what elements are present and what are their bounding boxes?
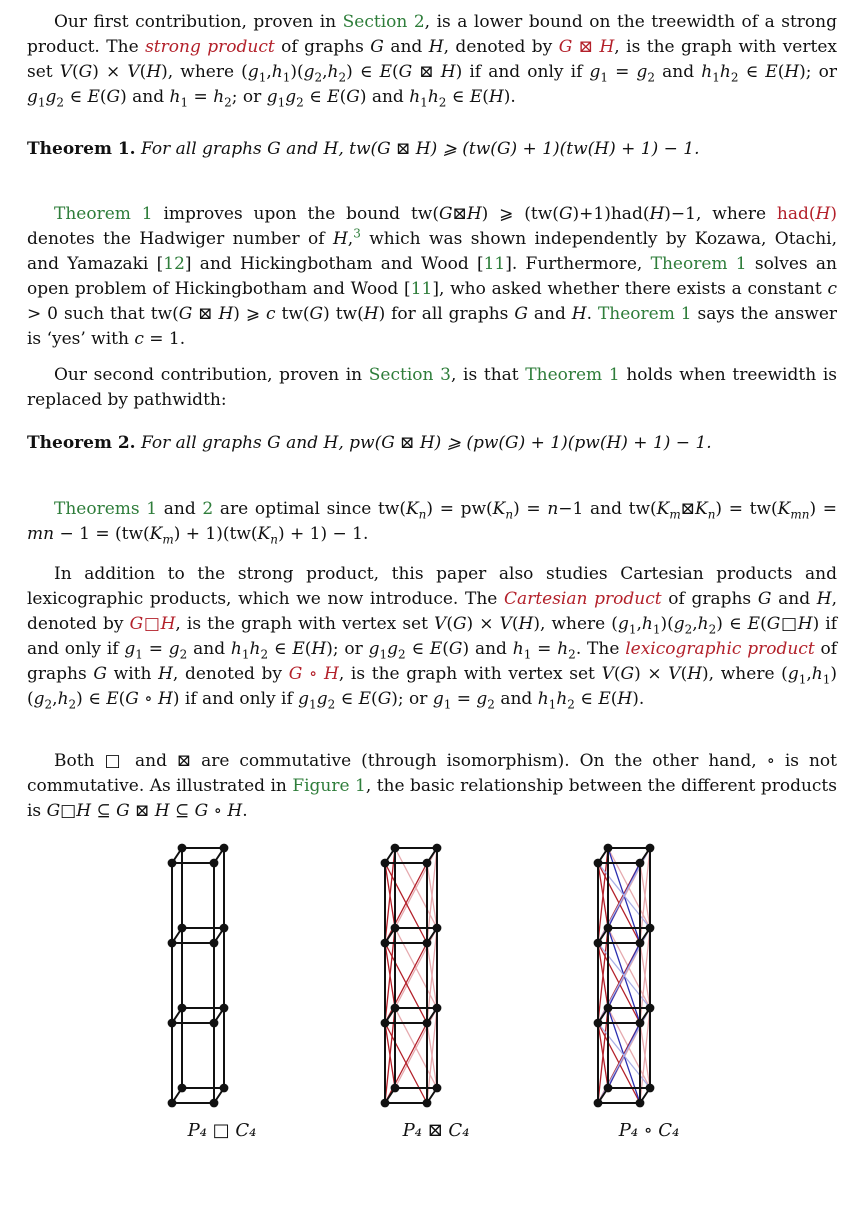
graph-vertex xyxy=(646,844,655,853)
graph-vertex xyxy=(594,859,603,868)
graph-vertex xyxy=(594,939,603,948)
graph-vertex xyxy=(636,939,645,948)
strong-product-term: strong product xyxy=(145,37,275,57)
paragraph-hadwiger: Theorem 1 improves upon the bound tw(G⊠H) ⩾ (tw(G)+1)had(H)−1, where had(H) denotes the Hadwiger number of H,$^3$ which was shown independently by Kozawa, Otachi, and Yamazaki [12] and Hickingbotham and Wood [11]. Furthermore, Theorem 1 solves an open problem of Hickingbotham and Wood [11], who asked whether there exists a constant c > 0 such that tw(G ⊠ H) ⩾ c tw(G) tw(H) for all graphs G and H. Theorem 1 says the answer is ‘yes’ with c = 1. xyxy=(27,204,838,349)
graph-vertex xyxy=(391,844,400,853)
theorem-1-text: For all graphs G and H, tw(G ⊠ H) ⩾ (tw(G) + 1)(tw(H) + 1) − 1. xyxy=(141,139,700,159)
caption-strong: P₄ ⊠ C₄ xyxy=(402,1120,470,1141)
paragraph-optimal: Theorems 1 and 2 are optimal since $tw(K_n) = pw(K_n) = n-1$ and $tw(K_m⊠K_n) = tw(K_{mn})$ = mn − $1 = (tw(K_m) + 1)(tw(K_n) + 1) - 1$. xyxy=(27,499,837,547)
graph-vertex xyxy=(391,1084,400,1093)
graph-vertex xyxy=(178,924,187,933)
graph-vertex xyxy=(178,844,187,853)
theorem-2-text: For all graphs G and H, pw(G ⊠ H) ⩾ (pw(G) + 1)(pw(H) + 1) − 1. xyxy=(141,433,712,453)
graph-vertex xyxy=(391,924,400,933)
graph-vertex xyxy=(168,1099,177,1108)
graph-vertex xyxy=(210,1099,219,1108)
graph-vertex xyxy=(594,1099,603,1108)
figure-1-link[interactable]: Figure 1 xyxy=(292,776,366,796)
graph-vertex xyxy=(604,924,613,933)
graph-vertex xyxy=(604,1004,613,1013)
graph-vertex xyxy=(594,1019,603,1028)
graph-vertex xyxy=(381,939,390,948)
lex-diagonal-edge xyxy=(598,1023,650,1088)
graph-vertex xyxy=(423,1099,432,1108)
graph-vertex xyxy=(433,1004,442,1013)
graph-vertex xyxy=(210,939,219,948)
graph-vertex xyxy=(220,1004,229,1013)
theorem-1-link[interactable]: Theorem 1 xyxy=(54,204,153,224)
lex-diagonal-edge xyxy=(598,943,650,1008)
graph-vertex xyxy=(210,859,219,868)
graph-vertex xyxy=(168,939,177,948)
graph-vertex xyxy=(646,1004,655,1013)
graph-vertex xyxy=(381,859,390,868)
paragraph-pathwidth: Our second contribution, proven in Section 3, is that Theorem 1 holds when treewidth is replaced by pathwidth: xyxy=(27,365,837,410)
graph-vertex xyxy=(220,924,229,933)
cartesian-product-graph xyxy=(168,844,229,1108)
graph-vertex xyxy=(168,1019,177,1028)
graph-vertex xyxy=(604,1084,613,1093)
graph-vertex xyxy=(178,1004,187,1013)
graph-vertex xyxy=(391,1004,400,1013)
had-link[interactable]: had(H) xyxy=(776,204,837,224)
theorem-1-label: Theorem 1. xyxy=(27,139,136,159)
section-2-link[interactable]: Section 2 xyxy=(342,12,425,32)
lex-diagonal-edge xyxy=(598,863,650,928)
theorem-2-label: Theorem 2. xyxy=(27,433,136,453)
graph-vertex xyxy=(604,844,613,853)
graph-vertex xyxy=(381,1099,390,1108)
graph-vertex xyxy=(381,1019,390,1028)
graph-vertex xyxy=(646,1084,655,1093)
caption-lexicographic: P₄ ∘ C₄ xyxy=(618,1120,680,1141)
graph-vertex xyxy=(636,1099,645,1108)
paragraph-commutative: Both □ and ⊠ are commutative (through isomorphism). On the other hand, ∘ is not commutative. As illustrated in Figure 1, the basic relationship between the different products is G□H ⊆ G ⊠ H ⊆ G ∘ H. xyxy=(27,751,837,821)
graph-vertex xyxy=(423,859,432,868)
lexicographic-product-graph xyxy=(594,844,655,1108)
caption-cartesian: P₄ □ C₄ xyxy=(187,1120,257,1141)
graph-vertex xyxy=(210,1019,219,1028)
graph-vertex xyxy=(646,924,655,933)
graph-vertex xyxy=(220,1084,229,1093)
graph-vertex xyxy=(433,844,442,853)
graph-vertex xyxy=(178,1084,187,1093)
graph-vertex xyxy=(433,924,442,933)
strong-product-graph xyxy=(381,844,442,1108)
graph-vertex xyxy=(636,859,645,868)
graph-vertex xyxy=(433,1084,442,1093)
graph-vertex xyxy=(423,939,432,948)
graph-vertex xyxy=(636,1019,645,1028)
graph-vertex xyxy=(168,859,177,868)
paragraph-strong-product: Our first contribution, proven in Section 2, is a lower bound on the treewidth of a strong product. The strong product of graphs G and H, denoted by G ⊠ H, is the graph with vertex set V(G) × V(H), where $(g_1,h_1)(g_2,h_2)$ ∈ E(G ⊠ H) if and only if $g_1 = g_2$ and $h_1h_2$ ∈ E(H); or $g_1g_2$ ∈ E(G) and $h_1 = h_2$; or $g_1g_2$ ∈ E(G) and $h_1h_2$ ∈ E(H). xyxy=(27,12,838,110)
graph-vertex xyxy=(220,844,229,853)
paragraph-products: In addition to the strong product, this paper also studies Cartesian products and lexicographic products, which we now introduce. The Cartesian product of graphs G and H, denoted by G□H, is the graph with vertex set V(G) × V(H), where $(g_1,h_1)(g_2,h_2)$ ∈ E(G□H) if and only if $g_1 = g_2$ and $h_1h_2$ ∈ E(H); or $g_1g_2$ ∈ E(G) and $h_1 = h_2$. The lexicographic product of graphs G with H, denoted by G ∘ H, is the graph with vertex set V(G) × V(H), where $(g_1,h_1)(g_2,h_2)$ ∈ E(G ∘ H) if and only if $g_1g_2$ ∈ E(G); or $g_1 = g_2$ and $h_1h_2$ ∈ E(H). xyxy=(27,564,838,712)
graph-vertex xyxy=(423,1019,432,1028)
section-3-link[interactable]: Section 3 xyxy=(368,365,451,385)
